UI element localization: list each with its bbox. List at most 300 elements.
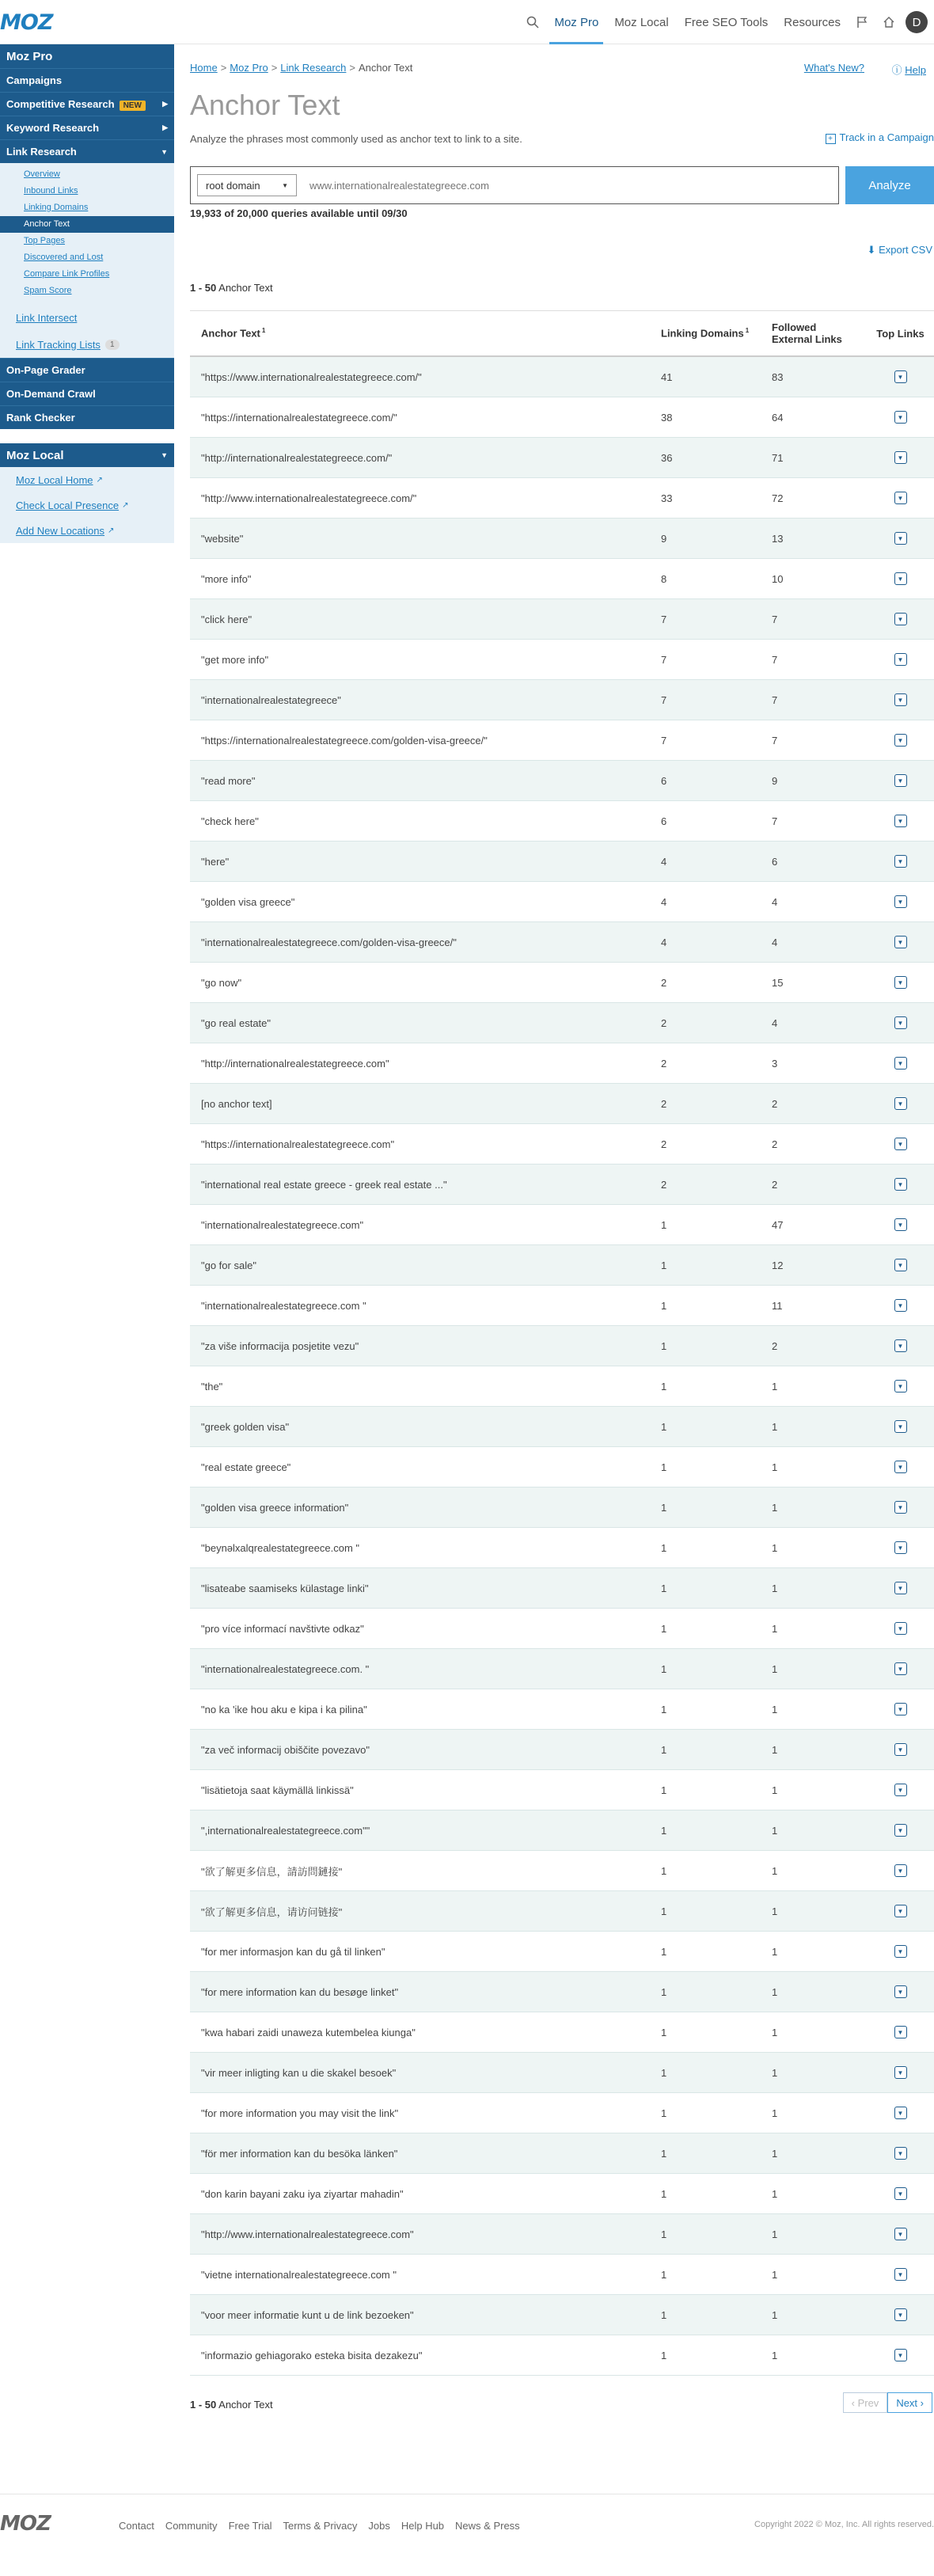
help-link[interactable] (892, 62, 926, 77)
whats-new-link[interactable]: What's New? (803, 62, 864, 74)
sidebar-item-label: Campaigns (6, 74, 63, 86)
cell-anchor-text: "here" (201, 855, 230, 868)
cell-followed-links: 1 (772, 1461, 778, 1473)
table-row (190, 720, 934, 761)
sidebar-subitem-overview[interactable]: Overview (24, 169, 60, 179)
footnote-marker: 1 (745, 327, 750, 335)
cell-top-links (867, 2228, 934, 2240)
moz-local-header[interactable] (0, 443, 174, 467)
cell-followed-links: 2 (772, 1339, 778, 1352)
cell-anchor-text: "za više informacija posjetite vezu" (201, 1339, 359, 1352)
table-row (190, 2053, 934, 2093)
breadcrumb-home[interactable]: Home (190, 62, 218, 74)
cell-linking-domains: 1 (661, 1380, 667, 1392)
cell-top-links (867, 653, 934, 666)
expand-top-links-icon[interactable]: ▼ (894, 1582, 907, 1594)
cell-top-links (867, 2147, 934, 2160)
cell-top-links (867, 1703, 934, 1715)
sidebar-item-on-demand-crawl[interactable] (0, 382, 174, 405)
cell-linking-domains: 1 (661, 1622, 667, 1635)
header-followed-external-links[interactable]: Followed External Links (772, 321, 842, 345)
header-linking-domains[interactable]: Linking Domains $^1$ (661, 327, 750, 340)
cell-linking-domains: 1 (661, 2107, 667, 2119)
moz-local-link-row (0, 518, 174, 543)
sidebar-item-rank-checker[interactable] (0, 405, 174, 429)
cell-anchor-text: "för mer information kan du besöka länken" (201, 2147, 398, 2160)
external-link-icon: ↗ (96, 475, 103, 484)
help-icon: ⓘ (891, 64, 902, 76)
cell-anchor-text: "go for sale" (201, 1259, 256, 1271)
cell-top-links (867, 2268, 934, 2281)
new-badge: NEW (120, 101, 146, 111)
expand-top-links-icon[interactable]: ▼ (894, 1541, 907, 1554)
sidebar-subitem-linking-domains[interactable]: Linking Domains (24, 203, 89, 212)
scope-select[interactable] (197, 174, 297, 196)
cell-top-links (867, 936, 934, 948)
cell-top-links (867, 2107, 934, 2119)
cell-anchor-text: "read more" (201, 774, 256, 787)
track-in-campaign-button[interactable] (826, 131, 934, 144)
home-icon[interactable] (875, 0, 902, 44)
cell-linking-domains: 2 (661, 1057, 667, 1070)
table-row (190, 1891, 934, 1932)
sidebar-subitem-inbound-links[interactable]: Inbound Links (24, 186, 78, 196)
cell-linking-domains: 1 (661, 1905, 667, 1917)
cell-anchor-text: "https://internationalrealestategreece.com" (201, 1138, 395, 1150)
cell-followed-links: 1 (772, 1905, 778, 1917)
sidebar-item-campaigns[interactable] (0, 68, 174, 92)
analyze-button[interactable]: Analyze (845, 166, 934, 204)
expand-top-links-icon[interactable]: ▼ (894, 2147, 907, 2160)
cell-followed-links: 7 (772, 613, 778, 625)
cell-followed-links: 47 (772, 1218, 784, 1231)
expand-top-links-icon[interactable]: ▼ (894, 411, 907, 424)
expand-top-links-icon[interactable]: ▼ (894, 1905, 907, 1917)
table-row (190, 357, 934, 397)
breadcrumb-separator: > (220, 62, 227, 74)
cell-anchor-text: "don karin bayani zaku iya ziyartar mahadin" (201, 2187, 404, 2200)
cell-anchor-text: "https://www.internationalrealestategreece.com/" (201, 370, 422, 383)
cell-linking-domains: 1 (661, 1945, 667, 1958)
table-row (190, 1165, 934, 1205)
cell-followed-links: 7 (772, 815, 778, 827)
cell-linking-domains: 7 (661, 734, 667, 747)
cell-top-links (867, 1178, 934, 1191)
expand-top-links-icon[interactable]: ▼ (894, 2268, 907, 2281)
table-row (190, 2214, 934, 2255)
cell-followed-links: 64 (772, 411, 784, 424)
sidebar-subitem-anchor-text[interactable]: Anchor Text (0, 216, 174, 233)
expand-top-links-icon[interactable]: ▼ (894, 492, 907, 504)
cell-top-links (867, 613, 934, 625)
cell-linking-domains: 9 (661, 532, 667, 545)
cell-linking-domains: 8 (661, 572, 667, 585)
breadcrumb-link-research[interactable]: Link Research (280, 62, 347, 74)
expand-top-links-icon[interactable]: ▼ (894, 2228, 907, 2240)
track-label: Track in a Campaign (839, 131, 934, 143)
expand-top-links-icon[interactable]: ▼ (894, 936, 907, 948)
footer-link-community[interactable]: Community (165, 2520, 218, 2532)
sidebar-link-intersect[interactable]: Link Intersect (16, 311, 78, 324)
cell-linking-domains: 7 (661, 613, 667, 625)
table-row (190, 2093, 934, 2133)
expand-top-links-icon[interactable]: ▼ (894, 1057, 907, 1070)
expand-top-links-icon[interactable]: ▼ (894, 1622, 907, 1635)
sidebar-subitem-discovered-lost[interactable]: Discovered and Lost (24, 253, 104, 262)
table-row (190, 842, 934, 882)
cell-anchor-text: "golden visa greece" (201, 895, 295, 908)
cell-linking-domains: 1 (661, 1218, 667, 1231)
cell-anchor-text: "beynəlxalqrealestategreece.com " (201, 1541, 360, 1554)
table-row (190, 2335, 934, 2376)
external-link-icon: ↗ (108, 526, 115, 535)
footer-link-free-trial[interactable]: Free Trial (228, 2520, 272, 2532)
cell-anchor-text: "http://internationalrealestategreece.com" (201, 1057, 389, 1070)
expand-top-links-icon[interactable]: ▼ (894, 451, 907, 464)
cell-anchor-text: "vir meer inligting kan u die skakel besoek" (201, 2066, 397, 2079)
cell-linking-domains: 33 (661, 492, 673, 504)
cell-linking-domains: 2 (661, 1097, 667, 1110)
cell-linking-domains: 1 (661, 1461, 667, 1473)
table-row (190, 1407, 934, 1447)
breadcrumb-current: Anchor Text (358, 62, 413, 74)
expand-top-links-icon[interactable]: ▼ (894, 734, 907, 747)
expand-top-links-icon[interactable]: ▼ (894, 1016, 907, 1029)
cell-top-links (867, 1380, 934, 1392)
sidebar-item-label: On-Demand Crawl (6, 388, 96, 400)
cell-followed-links: 7 (772, 693, 778, 706)
cell-top-links (867, 855, 934, 868)
cell-followed-links: 11 (772, 1299, 783, 1312)
sidebar-item-link-research[interactable] (0, 139, 174, 163)
expand-top-links-icon[interactable]: ▼ (894, 1420, 907, 1433)
expand-top-links-icon[interactable]: ▼ (894, 693, 907, 706)
expand-top-links-icon[interactable]: ▼ (894, 1380, 907, 1392)
sidebar-item-keyword-research[interactable] (0, 116, 174, 139)
cell-followed-links: 4 (772, 895, 778, 908)
search-icon[interactable] (519, 0, 546, 44)
cell-linking-domains: 1 (661, 1784, 667, 1796)
table-row (190, 2295, 934, 2335)
cell-top-links (867, 895, 934, 908)
cell-anchor-text: "website" (201, 532, 244, 545)
cell-top-links (867, 411, 934, 424)
cell-followed-links: 1 (772, 1824, 778, 1837)
sidebar-item-on-page-grader[interactable] (0, 358, 174, 382)
search-bar (190, 166, 839, 204)
header-top-links: Top Links (876, 327, 925, 340)
expand-top-links-icon[interactable]: ▼ (894, 1299, 907, 1312)
cell-followed-links: 1 (772, 2308, 778, 2321)
expand-top-links-icon[interactable]: ▼ (894, 2066, 907, 2079)
cell-linking-domains: 1 (661, 1985, 667, 1998)
footer-link-jobs[interactable]: Jobs (368, 2520, 390, 2532)
cell-followed-links: 1 (772, 2066, 778, 2079)
footer-link-contact[interactable]: Contact (119, 2520, 154, 2532)
expand-top-links-icon[interactable]: ▼ (894, 1218, 907, 1231)
table-row (190, 1851, 934, 1891)
sidebar-item-label: Competitive Research (6, 98, 115, 110)
footer-link-help-hub[interactable]: Help Hub (401, 2520, 445, 2532)
nav-free-seo-tools[interactable]: Free SEO Tools (684, 15, 769, 29)
cell-followed-links: 6 (772, 855, 778, 868)
scope-select-value: root domain (206, 179, 260, 192)
help-label: Help (905, 64, 926, 76)
expand-top-links-icon[interactable]: ▼ (894, 1178, 907, 1191)
cell-anchor-text: ",internationalrealestategreece.com"" (201, 1824, 370, 1837)
header-anchor-text[interactable]: Anchor Text $^1$ (201, 327, 266, 340)
cell-followed-links: 2 (772, 1138, 778, 1150)
chevron-right-icon: ▶ (162, 123, 168, 131)
sidebar-subitem-spam-score[interactable]: Spam Score (24, 286, 72, 295)
check-local-presence-link[interactable]: Check Local Presence (16, 499, 120, 511)
cell-top-links (867, 1784, 934, 1796)
expand-top-links-icon[interactable]: ▼ (894, 1138, 907, 1150)
table-row (190, 1568, 934, 1609)
cell-anchor-text: "https://internationalrealestategreece.com/golden-visa-greece/" (201, 734, 488, 747)
expand-top-links-icon[interactable]: ▼ (894, 532, 907, 545)
expand-top-links-icon[interactable]: ▼ (894, 774, 907, 787)
next-page-button[interactable]: Next › (887, 2392, 932, 2413)
download-icon: ⬇ (867, 244, 876, 256)
cell-linking-domains: 1 (661, 2228, 667, 2240)
expand-top-links-icon[interactable]: ▼ (894, 2187, 907, 2200)
breadcrumb (190, 62, 412, 74)
table-row (190, 2133, 934, 2174)
expand-top-links-icon[interactable]: ▼ (894, 1743, 907, 1756)
cell-top-links (867, 1501, 934, 1514)
cell-linking-domains: 1 (661, 1541, 667, 1554)
cell-anchor-text: [no anchor text] (201, 1097, 272, 1110)
cell-anchor-text: "vietne internationalrealestategreece.com " (201, 2268, 397, 2281)
sidebar-header[interactable]: Moz Pro (0, 44, 174, 68)
cell-followed-links: 1 (772, 2349, 778, 2361)
expand-top-links-icon[interactable]: ▼ (894, 653, 907, 666)
table-row (190, 1810, 934, 1851)
footer-link-news[interactable]: News & Press (455, 2520, 520, 2532)
moz-local-link-row (0, 492, 174, 518)
moz-local-section (0, 443, 174, 543)
expand-top-links-icon[interactable]: ▼ (894, 1824, 907, 1837)
footnote-marker: 1 (261, 327, 266, 335)
expand-top-links-icon[interactable]: ▼ (894, 976, 907, 989)
sidebar-subitem-top-pages[interactable]: Top Pages (24, 236, 65, 245)
table-row (190, 882, 934, 922)
expand-top-links-icon[interactable]: ▼ (894, 1461, 907, 1473)
cell-followed-links: 1 (772, 1743, 778, 1756)
sidebar-item-label: Rank Checker (6, 412, 75, 424)
expand-top-links-icon[interactable]: ▼ (894, 370, 907, 383)
sidebar-item-competitive-research[interactable] (0, 92, 174, 116)
cell-top-links (867, 774, 934, 787)
expand-top-links-icon[interactable]: ▼ (894, 815, 907, 827)
cell-anchor-text: "internationalrealestategreece.com " (201, 1299, 366, 1312)
table-row (190, 1528, 934, 1568)
cell-top-links (867, 1259, 934, 1271)
expand-top-links-icon[interactable]: ▼ (894, 1097, 907, 1110)
cell-linking-domains: 1 (661, 2308, 667, 2321)
cell-followed-links: 4 (772, 936, 778, 948)
cell-followed-links: 2 (772, 1097, 778, 1110)
table-row (190, 519, 934, 559)
table-row (190, 1245, 934, 1286)
cell-followed-links: 7 (772, 734, 778, 747)
cell-linking-domains: 1 (661, 1339, 667, 1352)
cell-anchor-text: "for mer informasjon kan du gå til linken" (201, 1945, 385, 1958)
cell-linking-domains: 2 (661, 1178, 667, 1191)
cell-linking-domains: 4 (661, 855, 667, 868)
footer-link-terms[interactable]: Terms & Privacy (283, 2520, 358, 2532)
expand-top-links-icon[interactable]: ▼ (894, 855, 907, 868)
table-header (190, 311, 934, 357)
query-quota: 19,933 of 20,000 queries available until 09/30 (190, 207, 408, 219)
flag-icon[interactable] (849, 0, 875, 44)
moz-local-home-link[interactable]: Moz Local Home (16, 473, 93, 486)
cell-anchor-text: "no ka 'ike hou aku e kipa i ka pilina" (201, 1703, 367, 1715)
page-title: Anchor Text (190, 89, 340, 121)
cell-followed-links: 10 (772, 572, 784, 585)
cell-top-links (867, 1218, 934, 1231)
cell-top-links (867, 1138, 934, 1150)
cell-linking-domains: 1 (661, 1259, 667, 1271)
domain-input[interactable] (309, 180, 816, 192)
plus-icon: + (826, 134, 836, 144)
table-row (190, 1649, 934, 1689)
footer (0, 2494, 934, 2576)
cell-linking-domains: 1 (661, 1662, 667, 1675)
export-csv-button[interactable] (868, 244, 932, 256)
cell-followed-links: 1 (772, 1703, 778, 1715)
cell-anchor-text: "http://internationalrealestategreece.com/" (201, 451, 393, 464)
sidebar-link-tracking-lists[interactable]: Link Tracking Lists (16, 338, 101, 351)
cell-linking-domains: 1 (661, 2066, 667, 2079)
avatar[interactable]: D (906, 11, 928, 33)
table-row (190, 1730, 934, 1770)
expand-top-links-icon[interactable]: ▼ (894, 1339, 907, 1352)
moz-logo[interactable] (0, 9, 52, 35)
footer-logo[interactable]: MOZ (0, 2512, 51, 2536)
cell-anchor-text: "informazio gehiagorako esteka bisita dezakezu" (201, 2349, 423, 2361)
table-row (190, 1770, 934, 1810)
expand-top-links-icon[interactable]: ▼ (894, 1259, 907, 1271)
cell-followed-links: 1 (772, 1420, 778, 1433)
expand-top-links-icon[interactable]: ▼ (894, 1662, 907, 1675)
sidebar-item-label: On-Page Grader (6, 364, 85, 376)
cell-anchor-text: "for more information you may visit the link" (201, 2107, 399, 2119)
cell-linking-domains: 1 (661, 1420, 667, 1433)
cell-anchor-text: "check here" (201, 815, 259, 827)
expand-top-links-icon[interactable]: ▼ (894, 1864, 907, 1877)
expand-top-links-icon[interactable]: ▼ (894, 1945, 907, 1958)
cell-anchor-text: "voor meer informatie kunt u de link bezoeken" (201, 2308, 414, 2321)
breadcrumb-moz-pro[interactable]: Moz Pro (230, 62, 268, 74)
expand-top-links-icon[interactable]: ▼ (894, 2107, 907, 2119)
cell-anchor-text: "for mere information kan du besøge linket" (201, 1985, 399, 1998)
prev-page-button[interactable]: ‹ Prev (843, 2392, 888, 2413)
chevron-right-icon: ▶ (162, 100, 168, 108)
expand-top-links-icon[interactable]: ▼ (894, 1501, 907, 1514)
sidebar (0, 44, 174, 543)
cell-linking-domains: 2 (661, 1016, 667, 1029)
moz-local-label: Moz Local (6, 448, 64, 462)
cell-followed-links: 7 (772, 653, 778, 666)
cell-anchor-text: "https://internationalrealestategreece.com/" (201, 411, 397, 424)
cell-anchor-text: "go real estate" (201, 1016, 271, 1029)
page-subtitle: Analyze the phrases most commonly used as anchor text to link to a site. (190, 133, 522, 145)
cell-followed-links: 1 (772, 2187, 778, 2200)
cell-anchor-text: "golden visa greece information" (201, 1501, 349, 1514)
expand-top-links-icon[interactable]: ▼ (894, 572, 907, 585)
cell-anchor-text: "http://www.internationalrealestategreece.com/" (201, 492, 417, 504)
cell-linking-domains: 1 (661, 1703, 667, 1715)
cell-anchor-text: "international real estate greece - greek real estate ..." (201, 1178, 447, 1191)
cell-top-links (867, 451, 934, 464)
sidebar-link-tracking-block (0, 331, 174, 358)
table-row (190, 1084, 934, 1124)
table-row (190, 478, 934, 519)
cell-linking-domains: 1 (661, 1864, 667, 1877)
expand-top-links-icon[interactable]: ▼ (894, 2308, 907, 2321)
nav-moz-local[interactable]: Moz Local (614, 15, 669, 29)
cell-linking-domains: 7 (661, 693, 667, 706)
table-row (190, 1043, 934, 1084)
cell-linking-domains: 1 (661, 1299, 667, 1312)
cell-linking-domains: 1 (661, 2268, 667, 2281)
cell-linking-domains: 2 (661, 1138, 667, 1150)
cell-followed-links: 72 (772, 492, 784, 504)
nav-moz-pro[interactable]: Moz Pro (546, 0, 606, 44)
link-research-submenu (0, 163, 174, 304)
export-label: Export CSV (879, 244, 932, 256)
logo-text: MOZ (0, 9, 53, 35)
table-row (190, 1487, 934, 1528)
cell-linking-domains: 6 (661, 774, 667, 787)
expand-top-links-icon[interactable]: ▼ (894, 895, 907, 908)
expand-top-links-icon[interactable]: ▼ (894, 2026, 907, 2038)
cell-followed-links: 1 (772, 1380, 778, 1392)
expand-top-links-icon[interactable]: ▼ (894, 2349, 907, 2361)
chevron-down-icon: ▼ (161, 147, 168, 156)
expand-top-links-icon[interactable]: ▼ (894, 1703, 907, 1715)
expand-top-links-icon[interactable]: ▼ (894, 1985, 907, 1998)
cell-top-links (867, 1339, 934, 1352)
expand-top-links-icon[interactable]: ▼ (894, 613, 907, 625)
table-row (190, 1326, 934, 1366)
expand-top-links-icon[interactable]: ▼ (894, 1784, 907, 1796)
cell-followed-links: 1 (772, 1622, 778, 1635)
cell-followed-links: 1 (772, 2268, 778, 2281)
nav-resources[interactable]: Resources (784, 15, 841, 29)
table-row (190, 1286, 934, 1326)
cell-followed-links: 1 (772, 1662, 778, 1675)
cell-top-links (867, 1057, 934, 1070)
sidebar-subitem-compare-link-profiles[interactable]: Compare Link Profiles (24, 269, 110, 279)
cell-top-links (867, 1824, 934, 1837)
cell-top-links (867, 1420, 934, 1433)
table-row (190, 1972, 934, 2012)
sidebar-item-label: Link Research (6, 146, 77, 158)
cell-followed-links: 13 (772, 532, 784, 545)
table-row (190, 1609, 934, 1649)
external-link-icon: ↗ (122, 500, 129, 510)
cell-top-links (867, 370, 934, 383)
pagination (843, 2392, 932, 2413)
cell-top-links (867, 2066, 934, 2079)
chevron-down-icon: ▼ (161, 451, 168, 459)
cell-followed-links: 3 (772, 1057, 778, 1070)
add-new-locations-link[interactable]: Add New Locations (16, 524, 105, 537)
cell-top-links (867, 976, 934, 989)
